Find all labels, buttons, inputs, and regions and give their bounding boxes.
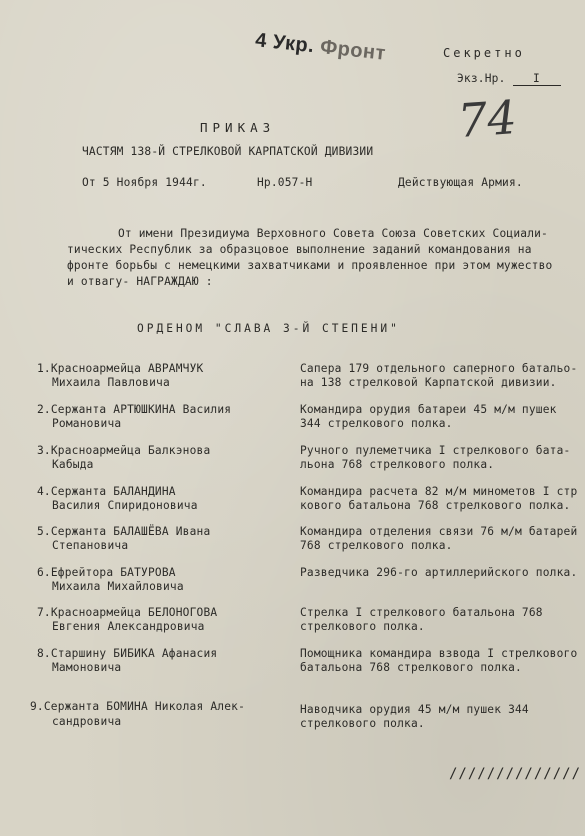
awardee-name-line1: 9.Сержанта БОМИНА Николая Алек- — [30, 700, 245, 713]
awardee-name-line2: Евгения Александровича — [52, 620, 205, 633]
secrecy-label: Секретно — [443, 46, 525, 60]
awardee-unit-line1: Наводчика орудия 45 м/м пушек 344 — [300, 703, 529, 716]
handwritten-number: 74 — [456, 90, 519, 148]
awardee-unit-line2: 344 стрелкового полка. — [300, 417, 453, 430]
awardee-name-line1: 8.Старшину БИБИКА Афанасия — [37, 647, 218, 660]
awardee-unit-line1: Помощника командира взвода I стрелкового — [300, 647, 578, 660]
awardee-unit-line2: стрелкового полка. — [300, 717, 425, 730]
awardee-unit-line1: Разведчика 296-го артиллерийского полка. — [300, 566, 578, 579]
awardee-unit-line2: 768 стрелкового полка. — [300, 539, 453, 552]
awardee-name-line2: Романовича — [52, 417, 122, 430]
awardee-name-line1: 5.Сержанта БАЛАШЁВА Ивана — [37, 525, 211, 538]
awardee-name-line1: 6.Ефрейтора БАТУРОВА — [37, 566, 176, 579]
intro-line-3: фронте борьбы с немецкими захватчиками и проявленное при этом мужество — [67, 259, 553, 272]
awardee-unit-line1: Командира орудия батареи 45 м/м пушек — [300, 403, 557, 416]
front-stamp — [254, 29, 387, 66]
stamp-line2: Фронт — [319, 36, 387, 65]
awardee-name-line2: Михаила Павловича — [52, 376, 170, 389]
order-title: ПРИКАЗ — [200, 120, 276, 135]
awardee-name-line1: 1.Красноармейца АВРАМЧУК — [37, 362, 204, 375]
order-heading: ОРДЕНОМ "СЛАВА 3-Й СТЕПЕНИ" — [137, 322, 400, 335]
awardee-name-line1: 3.Красноармейца Балкэнова — [37, 444, 211, 457]
continuation-marks: ////////////// — [449, 766, 582, 782]
copy-number: I — [513, 72, 561, 86]
intro-line-2: тических Республик за образцовое выполнение заданий командования на — [67, 243, 532, 256]
awardee-unit-line2: стрелкового полка. — [300, 620, 425, 633]
copy-label: Экз.Нр. — [457, 72, 506, 85]
intro-line-1: От имени Президиума Верховного Совета Союза Советских Социали- — [118, 227, 548, 240]
awardee-name-line1: 4.Сержанта БАЛАНДИНА — [37, 485, 176, 498]
awardee-name-line2: Мамоновича — [52, 661, 122, 674]
intro-line-4: и отвагу- НАГРАЖДАЮ : — [67, 275, 213, 288]
awardee-unit-line1: Стрелка I стрелкового батальона 768 — [300, 606, 543, 619]
awardee-unit-line2: кового батальона 768 стрелкового полка. — [300, 499, 571, 512]
order-subtitle: ЧАСТЯМ 138-Й СТРЕЛКОВОЙ КАРПАТСКОЙ ДИВИЗИИ — [82, 145, 374, 158]
awardee-unit-line1: Командира расчета 82 м/м минометов I стр — [300, 485, 578, 498]
awardee-name-line2: Кабыда — [52, 458, 94, 471]
awardee-name-line2: Михаила Михайловича — [52, 580, 184, 593]
awardee-name-line2: Василия Спиридоновича — [52, 499, 198, 512]
awardee-name-line2: сандровича — [52, 715, 122, 728]
copy-number-field — [457, 72, 561, 86]
awardee-unit-line1: Командира отделения связи 76 м/м батарей — [300, 525, 578, 538]
awardee-unit-line1: Ручного пулеметчика I стрелкового бата- — [300, 444, 571, 457]
order-number: Нр.057-Н — [257, 176, 313, 189]
stamp-line1: 4 Укр. — [254, 29, 316, 58]
awardee-unit-line2: батальона 768 стрелкового полка. — [300, 661, 522, 674]
awardee-name-line1: 7.Красноармейца БЕЛОНОГОВА — [37, 606, 218, 619]
awardee-unit-line1: Сапера 179 отдельного саперного батальо- — [300, 362, 578, 375]
order-date: От 5 Ноября 1944г. — [82, 176, 207, 189]
awardee-name-line1: 2.Сержанта АРТЮШКИНА Василия — [37, 403, 232, 416]
awardee-unit-line2: на 138 стрелковой Карпатской дивизии. — [300, 376, 557, 389]
awardee-name-line2: Степановича — [52, 539, 129, 552]
awardee-unit-line2: льона 768 стрелкового полка. — [300, 458, 495, 471]
order-place: Действующая Армия. — [398, 176, 523, 189]
